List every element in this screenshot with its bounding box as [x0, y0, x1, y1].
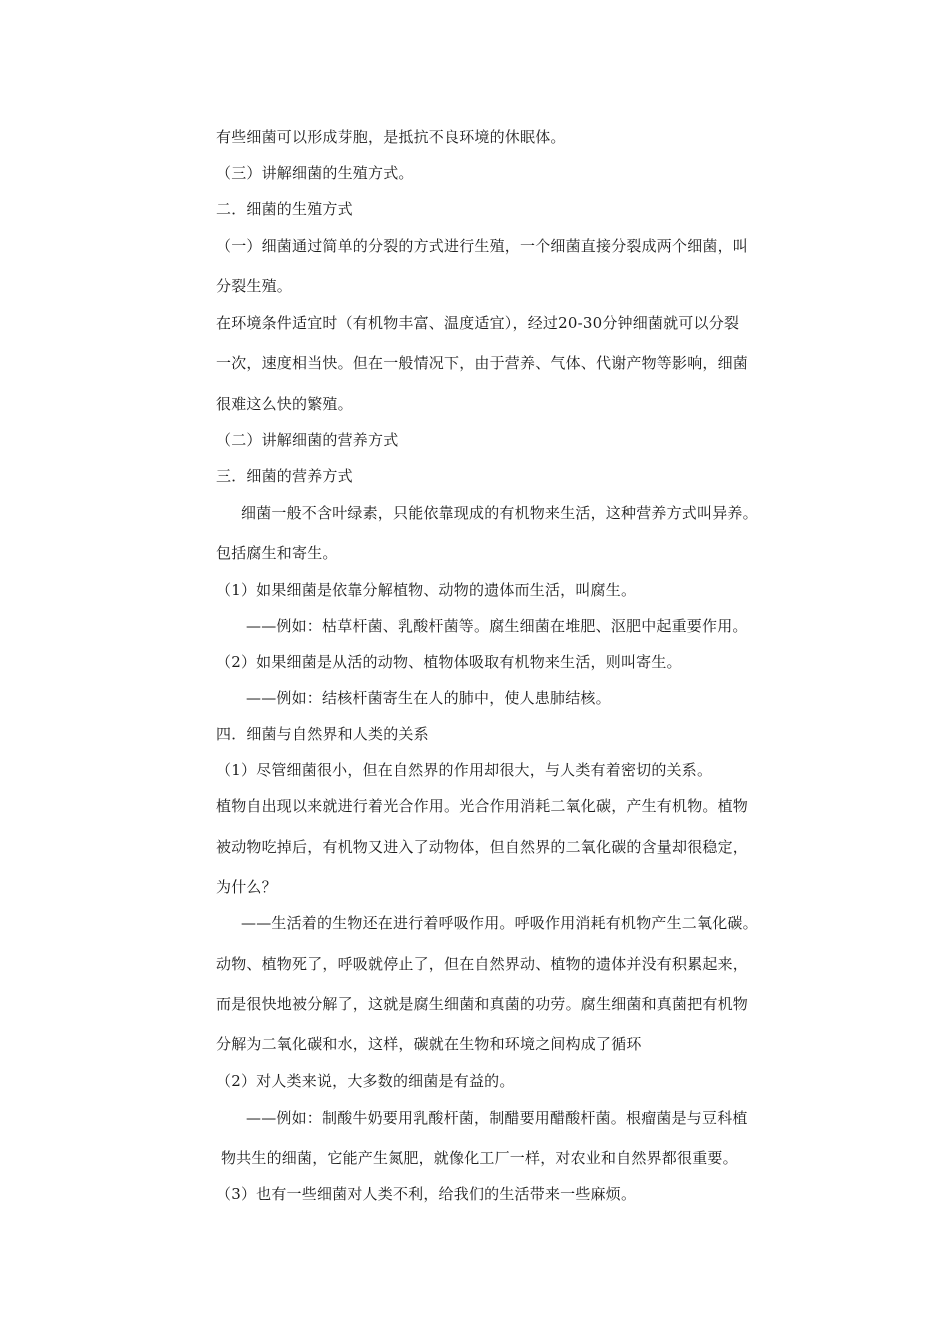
section-heading: 三．细菌的营养方式: [216, 467, 353, 485]
paragraph-line: 分裂生殖。: [216, 277, 293, 295]
example-line: ——例如：枯草杆菌、乳酸杆菌等。腐生细菌在堆肥、沤肥中起重要作用。: [246, 617, 748, 635]
paragraph-line: 包括腐生和寄生。: [216, 544, 338, 562]
paragraph-line: 动物、植物死了，呼吸就停止了，但在自然界动、植物的遗体并没有积累起来，: [216, 955, 749, 973]
list-item: （1）尽管细菌很小，但在自然界的作用却很大，与人类有着密切的关系。: [216, 761, 713, 779]
paragraph-line: 而是很快地被分解了，这就是腐生细菌和真菌的功劳。腐生细菌和真菌把有机物: [216, 995, 749, 1013]
paragraph-line: 细菌一般不含叶绿素，只能依靠现成的有机物来生活，这种营养方式叫异养。: [241, 504, 758, 522]
paragraph-line: 一次，速度相当快。但在一般情况下，由于营养、气体、代谢产物等影响，细菌: [216, 354, 749, 372]
paragraph-line: 有些细菌可以形成芽胞，是抵抗不良环境的休眠体。: [216, 128, 566, 146]
example-line: ——例如：制酸牛奶要用乳酸杆菌，制醋要用醋酸杆菌。根瘤菌是与豆科植: [246, 1109, 748, 1127]
paragraph-line: 植物自出现以来就进行着光合作用。光合作用消耗二氧化碳，产生有机物。植物: [216, 797, 749, 815]
section-heading: 二．细菌的生殖方式: [216, 200, 353, 218]
section-note: （二）讲解细菌的营养方式: [216, 431, 399, 449]
paragraph-line: （一）细菌通过简单的分裂的方式进行生殖，一个细菌直接分裂成两个细菌，叫: [216, 237, 749, 255]
paragraph-line: 为什么？: [216, 878, 277, 896]
paragraph-line: 被动物吃掉后，有机物又进入了动物体，但自然界的二氧化碳的含量却很稳定，: [216, 838, 749, 856]
section-note: （三）讲解细菌的生殖方式。: [216, 164, 414, 182]
paragraph-line: 在环境条件适宜时（有机物丰富、温度适宜），经过20-30分钟细菌就可以分裂: [216, 314, 740, 332]
example-line: ——例如：结核杆菌寄生在人的肺中，使人患肺结核。: [246, 689, 611, 707]
paragraph-line: 很难这么快的繁殖。: [216, 395, 353, 413]
paragraph-line: 分解为二氧化碳和水，这样，碳就在生物和环境之间构成了循环: [216, 1035, 642, 1053]
list-item: （1）如果细菌是依靠分解植物、动物的遗体而生活，叫腐生。: [216, 581, 637, 599]
example-line: ——生活着的生物还在进行着呼吸作用。呼吸作用消耗有机物产生二氧化碳。: [241, 914, 758, 932]
list-item: （2）如果细菌是从活的动物、植物体吸取有机物来生活，则叫寄生。: [216, 653, 682, 671]
section-heading: 四．细菌与自然界和人类的关系: [216, 725, 429, 743]
paragraph-line: 物共生的细菌，它能产生氮肥，就像化工厂一样，对农业和自然界都很重要。: [221, 1149, 738, 1167]
list-item: （2）对人类来说，大多数的细菌是有益的。: [216, 1072, 515, 1090]
list-item: （3）也有一些细菌对人类不利，给我们的生活带来一些麻烦。: [216, 1185, 637, 1203]
